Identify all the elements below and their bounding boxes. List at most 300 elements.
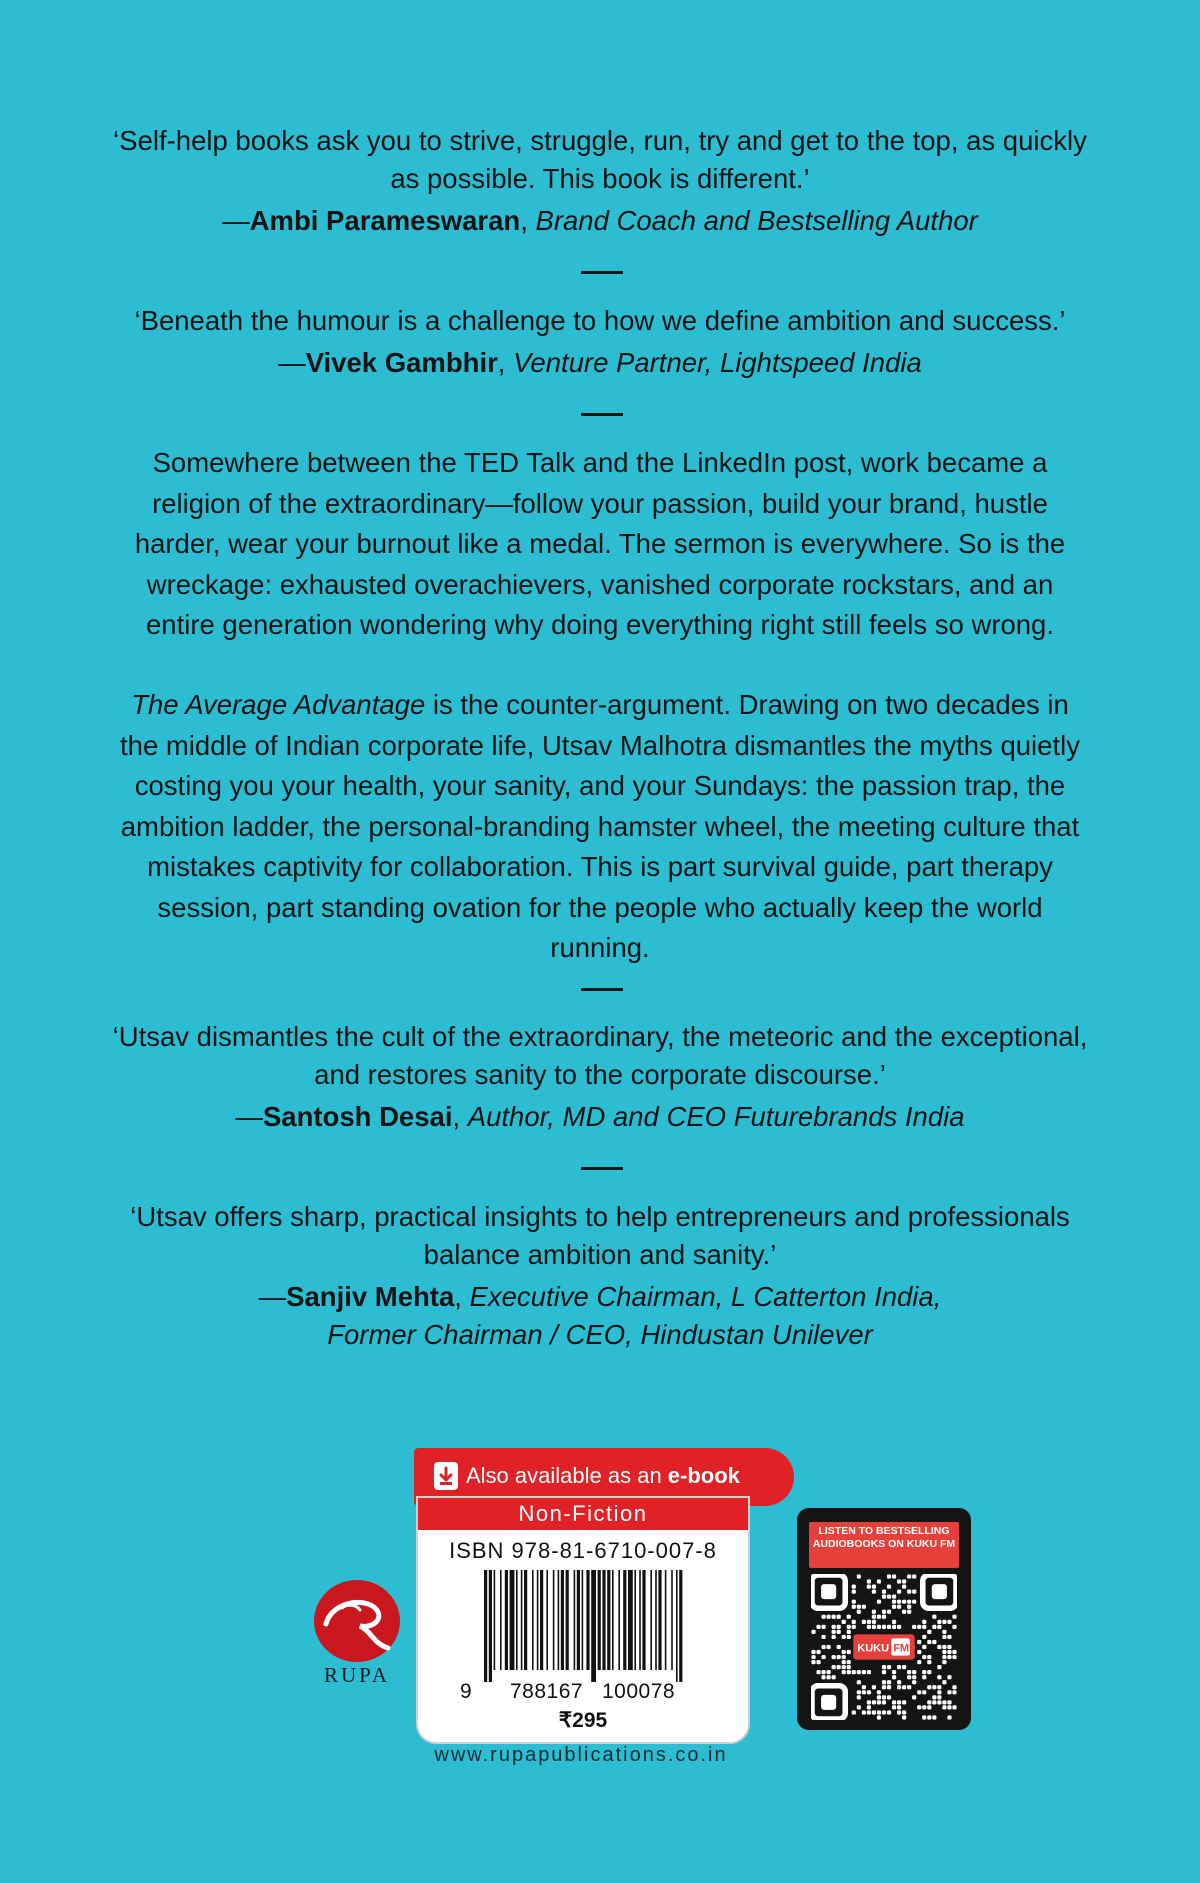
qr-module (952, 1705, 956, 1709)
barcode-bar (676, 1570, 678, 1682)
qr-module (837, 1665, 841, 1669)
qr-module (872, 1700, 876, 1704)
qr-finder-inner (821, 1695, 836, 1710)
qr-module (821, 1655, 825, 1659)
barcode-bar (516, 1570, 518, 1670)
qr-module (892, 1620, 896, 1624)
qr-module (877, 1710, 881, 1714)
barcode-bar (586, 1570, 589, 1670)
qr-module (912, 1574, 916, 1578)
qr-module (862, 1690, 866, 1694)
rupa-logo-icon (312, 1578, 402, 1664)
qr-module (862, 1620, 866, 1624)
qr-module (937, 1700, 941, 1704)
qr-module (852, 1605, 856, 1609)
qr-module (867, 1625, 871, 1629)
qr-module (902, 1665, 906, 1669)
qr-module (932, 1715, 936, 1719)
barcode-bar (650, 1570, 652, 1670)
qr-module (847, 1625, 851, 1629)
qr-module (937, 1645, 941, 1649)
barcode-bar (602, 1570, 605, 1670)
qr-module (857, 1680, 861, 1684)
qr-module (887, 1710, 891, 1714)
endorsement-2-name: Vivek Gambhir (305, 347, 498, 378)
endorsement-1-attribution: —Ambi Parameswaran, Brand Coach and Bestselling Author (222, 205, 978, 236)
qr-module (887, 1574, 891, 1578)
qr-module (832, 1665, 836, 1669)
barcode-bar (546, 1570, 548, 1670)
barcode-bar (598, 1570, 601, 1670)
qr-module (877, 1700, 881, 1704)
qr-module (832, 1635, 836, 1639)
qr-module (887, 1595, 891, 1599)
qr-module (952, 1690, 956, 1694)
qr-module (872, 1685, 876, 1689)
endorsement-4-attribution: —Sanjiv Mehta, Executive Chairman, L Catterton India, Former Chairman / CEO, Hindustan Unilever (258, 1281, 942, 1350)
qr-module (942, 1620, 946, 1624)
qr-module (897, 1710, 901, 1714)
qr-module (821, 1675, 825, 1679)
qr-module (832, 1625, 836, 1629)
qr-module (811, 1650, 815, 1654)
qr-module (882, 1590, 886, 1594)
qr-module (847, 1665, 851, 1669)
qr-module (842, 1620, 846, 1624)
barcode-bar (582, 1570, 584, 1670)
qr-module (877, 1600, 881, 1604)
qr-module (842, 1655, 846, 1659)
endorsement-3-name: Santosh Desai (262, 1101, 453, 1132)
endorsement-4-text: ‘Utsav offers sharp, practical insights to help entrepreneurs and professionals balance ambition and sanity.’ (130, 1201, 1070, 1270)
qr-module (887, 1665, 891, 1669)
qr-module (832, 1675, 836, 1679)
qr-module (872, 1620, 876, 1624)
barcode-bar (489, 1570, 492, 1682)
qr-module (922, 1655, 926, 1659)
endorsement-2-attribution: —Vivek Gambhir, Venture Partner, Lightspeed India (278, 347, 922, 378)
barcode-bar (612, 1570, 614, 1670)
qr-module (857, 1605, 861, 1609)
qr-module (947, 1675, 951, 1679)
barcode-bar (540, 1570, 543, 1670)
qr-module (882, 1670, 886, 1674)
qr-module (897, 1685, 901, 1689)
barcode-bar (665, 1570, 667, 1670)
qr-module (882, 1595, 886, 1599)
genre-label: Non-Fiction (418, 1498, 748, 1530)
qr-module (882, 1625, 886, 1629)
qr-module (947, 1655, 951, 1659)
endorsement-1 (110, 122, 1090, 240)
barcode-bar (532, 1570, 534, 1670)
qr-module (942, 1705, 946, 1709)
qr-module (947, 1635, 951, 1639)
qr-module (842, 1650, 846, 1654)
qr-module (816, 1625, 820, 1629)
qr-module (952, 1615, 956, 1619)
qr-module (932, 1615, 936, 1619)
qr-module (922, 1625, 926, 1629)
section-divider (581, 988, 623, 991)
blurb-paragraph-1: Somewhere between the TED Talk and the LinkedIn post, work became a religion of the extraordinary—follow your passion, build your brand, hustle harder, wear your burnout like a medal. The sermon is everywhere. So is the wreckage: exhausted overachievers, vanished corporate rockstars, and an entire generation wondering why doing everything right still feels so wrong. (134, 447, 1066, 640)
qr-module (927, 1640, 931, 1644)
qr-module (932, 1685, 936, 1689)
qr-module (857, 1670, 861, 1674)
qr-module (922, 1715, 926, 1719)
barcode-bar (642, 1570, 645, 1670)
kuku-fm-logo-right: FM (893, 1642, 910, 1655)
barcode-bar (500, 1570, 502, 1670)
qr-module (882, 1695, 886, 1699)
qr-module (897, 1680, 901, 1684)
endorsement-1-text: ‘Self-help books ask you to strive, struggle, run, try and get to the top, as quickly as possible. This book is different.’ (113, 125, 1087, 194)
qr-module (877, 1690, 881, 1694)
blurb-paragraph-2: The Average Advantage is the counter-argument. Drawing on two decades in the middle of Indian corporate life, Utsav Malhotra dismantles the myths quietly costing you your health, your sanity, and your Sundays: the passion trap, the ambition ladder, the personal-branding hamster wheel, the meeting culture that mistakes captivity for collaboration. This is part survival guide, part therapy session, part standing ovation for the people who actually keep the world running. (120, 689, 1080, 963)
qr-module (922, 1620, 926, 1624)
qr-finder-inner (821, 1584, 836, 1599)
qr-module (867, 1690, 871, 1694)
qr-module (827, 1615, 831, 1619)
endorsement-3-role: Author, MD and CEO Futurebrands India (467, 1101, 965, 1132)
qr-code-icon (811, 1574, 957, 1720)
qr-module (907, 1600, 911, 1604)
qr-module (952, 1650, 956, 1654)
qr-module (947, 1715, 951, 1719)
qr-module (852, 1584, 856, 1588)
qr-module (857, 1574, 861, 1578)
barcode-bar (577, 1570, 580, 1670)
qr-module (877, 1615, 881, 1619)
barcode-lead-digit: 9 (460, 1680, 473, 1703)
qr-module (837, 1625, 841, 1629)
qr-module (937, 1620, 941, 1624)
qr-module (887, 1685, 891, 1689)
qr-module (872, 1590, 876, 1594)
qr-module (897, 1600, 901, 1604)
qr-module (892, 1670, 896, 1674)
qr-module (882, 1710, 886, 1714)
barcode-bar (524, 1570, 527, 1670)
barcode-bar (618, 1570, 620, 1670)
qr-module (892, 1605, 896, 1609)
qr-module (821, 1670, 825, 1674)
qr-module (897, 1590, 901, 1594)
qr-module (927, 1685, 931, 1689)
qr-module (912, 1600, 916, 1604)
qr-module (892, 1600, 896, 1604)
qr-module (942, 1630, 946, 1634)
endorsement-4 (110, 1198, 1090, 1354)
barcode-left-digits: 788167 (510, 1680, 584, 1703)
qr-module (862, 1685, 866, 1689)
barcode-icon (484, 1570, 684, 1682)
qr-module (922, 1690, 926, 1694)
publisher-name: RUPA (323, 1663, 391, 1687)
qr-module (937, 1685, 941, 1689)
qr-module (942, 1660, 946, 1664)
qr-module (837, 1645, 841, 1649)
qr-module (832, 1655, 836, 1659)
qr-module (907, 1574, 911, 1578)
qr-module (867, 1705, 871, 1709)
qr-module (942, 1655, 946, 1659)
barcode-bar (634, 1570, 636, 1670)
qr-module (902, 1710, 906, 1714)
price-label: ₹295 (558, 1709, 608, 1732)
qr-module (907, 1605, 911, 1609)
qr-module (927, 1660, 931, 1664)
section-divider (581, 271, 623, 274)
barcode-bar (574, 1570, 576, 1670)
qr-module (947, 1700, 951, 1704)
qr-module (932, 1695, 936, 1699)
qr-module (811, 1630, 815, 1634)
qr-module (857, 1705, 861, 1709)
endorsement-3-attribution: —Santosh Desai, Author, MD and CEO Futurebrands India (235, 1101, 965, 1132)
qr-module (852, 1670, 856, 1674)
qr-module (857, 1695, 861, 1699)
qr-module (922, 1675, 926, 1679)
endorsement-1-name: Ambi Parameswaran (249, 205, 521, 236)
qr-module (882, 1615, 886, 1619)
qr-module (947, 1705, 951, 1709)
qr-module (842, 1670, 846, 1674)
qr-module (897, 1705, 901, 1709)
qr-module (827, 1675, 831, 1679)
qr-module (932, 1700, 936, 1704)
qr-module (902, 1715, 906, 1719)
qr-module (852, 1590, 856, 1594)
qr-module (877, 1715, 881, 1719)
qr-module (811, 1655, 815, 1659)
qr-module (917, 1705, 921, 1709)
qr-module (857, 1610, 861, 1614)
qr-module (952, 1685, 956, 1689)
qr-module (942, 1700, 946, 1704)
qr-module (917, 1625, 921, 1629)
qr-module (942, 1650, 946, 1654)
qr-module (947, 1650, 951, 1654)
barcode-bar (591, 1570, 596, 1682)
qr-module (902, 1685, 906, 1689)
qr-module (937, 1695, 941, 1699)
qr-module (917, 1660, 921, 1664)
qr-module (842, 1660, 846, 1664)
barcode-bar (521, 1570, 523, 1670)
qr-module (852, 1625, 856, 1629)
qr-module (937, 1625, 941, 1629)
qr-module (862, 1605, 866, 1609)
qr-module (882, 1610, 886, 1614)
section-divider (581, 1167, 623, 1170)
qr-module (907, 1670, 911, 1674)
qr-module (867, 1700, 871, 1704)
qr-module (882, 1685, 886, 1689)
endorsement-4-role-line-1: Executive Chairman, L Catterton India, (469, 1281, 942, 1312)
kuku-fm-logo-left: KUKU (857, 1642, 890, 1655)
qr-module (902, 1700, 906, 1704)
qr-module (857, 1690, 861, 1694)
qr-module (862, 1710, 866, 1714)
qr-module (816, 1660, 820, 1664)
qr-module (912, 1695, 916, 1699)
qr-heading: LISTEN TO BESTSELLING AUDIOBOOKS ON KUKU FM (809, 1522, 959, 1568)
qr-module (912, 1670, 916, 1674)
qr-module (942, 1635, 946, 1639)
qr-module (842, 1665, 846, 1669)
qr-module (947, 1620, 951, 1624)
barcode-bar (494, 1570, 496, 1670)
qr-module (927, 1655, 931, 1659)
barcode-bar (658, 1570, 661, 1670)
qr-module (837, 1630, 841, 1634)
qr-module (942, 1680, 946, 1684)
qr-module (852, 1620, 856, 1624)
qr-module (932, 1640, 936, 1644)
section-divider (581, 413, 623, 416)
qr-module (927, 1670, 931, 1674)
qr-module (872, 1625, 876, 1629)
book-title: The Average Advantage (131, 689, 426, 720)
qr-module (882, 1700, 886, 1704)
qr-module (922, 1645, 926, 1649)
qr-module (942, 1645, 946, 1649)
qr-module (937, 1675, 941, 1679)
qr-module (847, 1615, 851, 1619)
qr-module (887, 1610, 891, 1614)
qr-module (917, 1650, 921, 1654)
qr-module (882, 1665, 886, 1669)
qr-module (832, 1615, 836, 1619)
publisher-website: www.rupapublications.co.in (434, 1744, 728, 1766)
qr-module (947, 1645, 951, 1649)
qr-module (847, 1660, 851, 1664)
qr-module (922, 1670, 926, 1674)
qr-module (872, 1615, 876, 1619)
qr-module (877, 1625, 881, 1629)
endorsement-2-role: Venture Partner, Lightspeed India (513, 347, 922, 378)
qr-module (912, 1590, 916, 1594)
qr-module (867, 1584, 871, 1588)
qr-module (902, 1579, 906, 1583)
qr-module (907, 1685, 911, 1689)
barcode-bar (639, 1570, 641, 1670)
qr-module (821, 1625, 825, 1629)
qr-module (937, 1665, 941, 1669)
barcode-card (416, 1496, 750, 1744)
qr-module (892, 1574, 896, 1578)
qr-module (872, 1610, 876, 1614)
qr-module (897, 1700, 901, 1704)
qr-module (816, 1670, 820, 1674)
qr-module (862, 1670, 866, 1674)
barcode-bar (510, 1570, 515, 1670)
qr-module (887, 1584, 891, 1588)
qr-module (887, 1625, 891, 1629)
qr-module (847, 1635, 851, 1639)
qr-module (912, 1680, 916, 1684)
qr-module (902, 1600, 906, 1604)
endorsement-2-text: ‘Beneath the humour is a challenge to how we define ambition and success.’ (134, 305, 1066, 336)
qr-module (882, 1680, 886, 1684)
qr-module (897, 1579, 901, 1583)
qr-module (927, 1700, 931, 1704)
qr-module (867, 1579, 871, 1583)
qr-module (867, 1710, 871, 1714)
qr-module (877, 1695, 881, 1699)
download-icon (434, 1462, 458, 1490)
qr-module (952, 1655, 956, 1659)
qr-module (887, 1695, 891, 1699)
barcode-bar (607, 1570, 610, 1670)
qr-module (867, 1620, 871, 1624)
qr-module (842, 1635, 846, 1639)
barcode-bar (671, 1570, 673, 1670)
qr-module (897, 1625, 901, 1629)
qr-module (852, 1710, 856, 1714)
qr-module (832, 1630, 836, 1634)
qr-module (811, 1660, 815, 1664)
barcode-bar (553, 1570, 555, 1670)
qr-module (907, 1610, 911, 1614)
qr-module (927, 1705, 931, 1709)
qr-module (847, 1650, 851, 1654)
qr-module (837, 1615, 841, 1619)
qr-module (907, 1675, 911, 1679)
qr-module (892, 1625, 896, 1629)
qr-module (937, 1690, 941, 1694)
endorsement-2 (110, 302, 1090, 382)
barcode-bar (623, 1570, 626, 1670)
endorsement-3 (110, 1018, 1090, 1136)
qr-module (897, 1605, 901, 1609)
qr-module (816, 1650, 820, 1654)
qr-module (877, 1579, 881, 1583)
qr-module (821, 1615, 825, 1619)
qr-module (821, 1635, 825, 1639)
barcode-bar (505, 1570, 508, 1670)
qr-module (922, 1705, 926, 1709)
endorsement-4-role-line-2: Former Chairman / CEO, Hindustan Unilever (327, 1319, 873, 1350)
barcode-bar (628, 1570, 633, 1670)
qr-module (892, 1595, 896, 1599)
qr-module (892, 1675, 896, 1679)
barcode-bar (655, 1570, 657, 1670)
qr-module (927, 1630, 931, 1634)
qr-module (892, 1705, 896, 1709)
ebook-label: Also available as an e-book (466, 1463, 740, 1488)
qr-module (867, 1670, 871, 1674)
qr-module (917, 1690, 921, 1694)
barcode-bar (558, 1570, 560, 1670)
endorsement-4-name: Sanjiv Mehta (286, 1281, 455, 1312)
qr-module (847, 1670, 851, 1674)
endorsement-1-role: Brand Coach and Bestselling Author (535, 205, 978, 236)
barcode-bar (561, 1570, 564, 1670)
qr-module (952, 1625, 956, 1629)
qr-module (902, 1610, 906, 1614)
barcode-bar (566, 1570, 569, 1670)
barcode-bar (679, 1570, 682, 1682)
qr-module (892, 1700, 896, 1704)
isbn-text: ISBN 978-81-6710-007-8 (449, 1538, 717, 1563)
qr-module (912, 1625, 916, 1629)
qr-module (827, 1645, 831, 1649)
qr-module (887, 1680, 891, 1684)
barcode-right-digits: 100078 (602, 1680, 676, 1703)
qr-module (947, 1690, 951, 1694)
